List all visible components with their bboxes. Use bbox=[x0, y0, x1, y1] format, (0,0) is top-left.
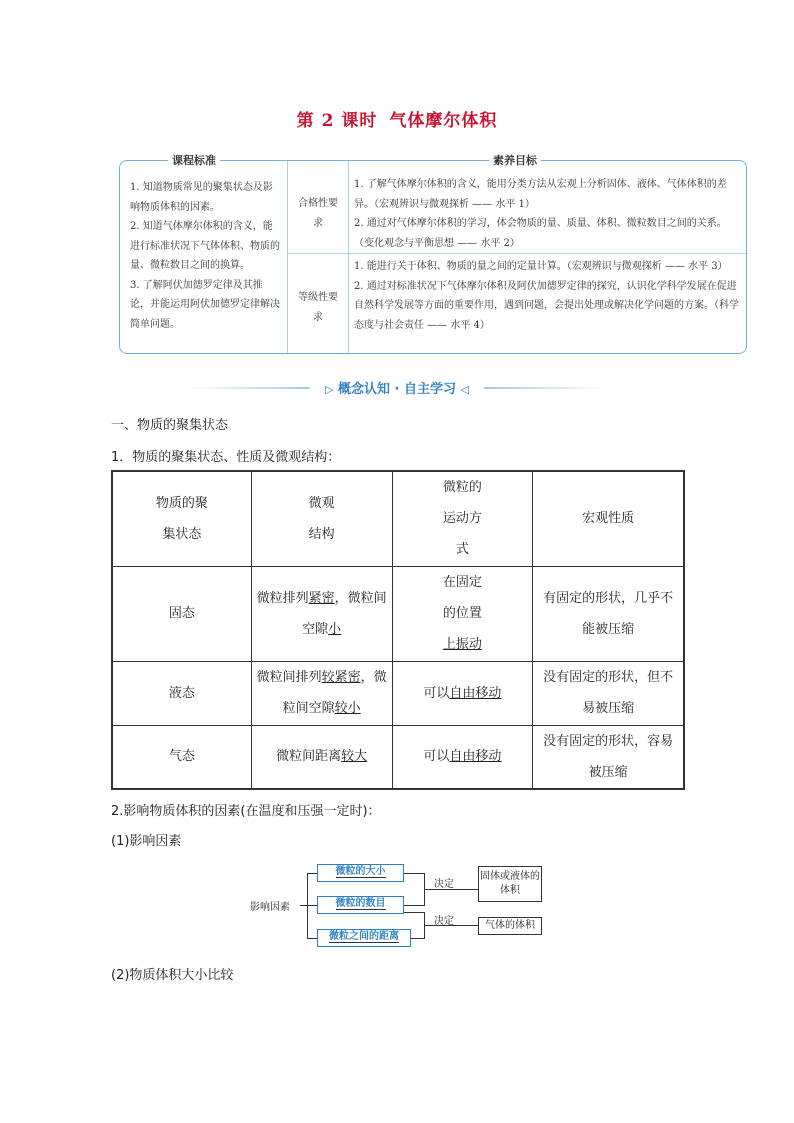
standard-item: 3. 了解阿伏加德罗定律及其推论，并能运用阿伏加德罗定律解决简单问题。 bbox=[130, 279, 280, 330]
banner-right-icon: ◁ bbox=[460, 383, 469, 396]
advanced-requirement-list bbox=[354, 257, 740, 335]
lesson-topic: 气体摩尔体积 bbox=[389, 111, 498, 131]
subsection-heading: (1)影响因素 bbox=[111, 834, 182, 849]
motion-cell: 在固定的位置上振动 bbox=[392, 566, 533, 661]
header-cell: 微粒的运动方式 bbox=[392, 471, 533, 566]
course-standard-header: 课程标准 bbox=[168, 152, 220, 168]
banner-left-icon: ▷ bbox=[325, 383, 334, 396]
divider bbox=[348, 161, 349, 353]
requirement-item: 1. 了解气体摩尔体积的含义，能用分类方法从宏观上分析固体、液体、气体体积的差异。（宏观辨识与微观探析 —— 水平 1） bbox=[354, 179, 727, 210]
decide-label: 决定 bbox=[434, 916, 454, 927]
decide-label: 决定 bbox=[434, 879, 454, 890]
connector bbox=[307, 873, 317, 874]
standard-item: 1. 知道物质常见的聚集状态及影响物质体积的因素。 bbox=[130, 182, 273, 213]
connector bbox=[307, 938, 317, 939]
banner-title bbox=[190, 378, 604, 397]
header-cell: 物质的聚集状态 bbox=[112, 471, 251, 566]
lesson-number: 第 2 课时 bbox=[296, 111, 378, 131]
level-name: 等级性要求 bbox=[298, 292, 338, 323]
section-banner bbox=[190, 378, 604, 398]
basic-requirement-list bbox=[354, 175, 740, 253]
subsection-heading: (2)物质体积大小比较 bbox=[111, 968, 234, 983]
property-cell: 没有固定的形状，但不易被压缩 bbox=[533, 661, 684, 725]
factor-box: 微粒的大小 bbox=[317, 864, 404, 882]
motion-cell: 可以自由移动 bbox=[392, 661, 533, 725]
state-properties-table bbox=[111, 470, 685, 790]
header-cell: 宏观性质 bbox=[533, 471, 684, 566]
property-cell: 没有固定的形状，容易被压缩 bbox=[533, 725, 684, 789]
banner-label: 概念认知 · 自主学习 bbox=[338, 382, 456, 397]
state-cell: 气态 bbox=[112, 725, 251, 789]
diagram-root: 影响因素 bbox=[250, 902, 290, 913]
level-name: 合格性要求 bbox=[298, 198, 338, 229]
requirement-item: 1. 能进行关于体积、物质的量之间的定量计算。（宏观辨识与微观探析 —— 水平 3） bbox=[354, 261, 728, 272]
table-row bbox=[112, 725, 684, 789]
subsection-heading: 2.影响物质体积的因素(在温度和压强一定时)： bbox=[111, 804, 381, 819]
course-standard-list bbox=[130, 178, 282, 334]
result-box: 气体的体积 bbox=[478, 917, 542, 935]
page-title bbox=[0, 106, 794, 131]
factor-box: 微粒的数目 bbox=[317, 896, 404, 914]
connector bbox=[411, 938, 424, 939]
requirement-item: 2. 通过对标准状况下气体摩尔体积及阿伏加德罗定律的探究，认识化学科学发展在促进自然科学发展等方面的重要作用，遇到问题，会提出处理或解决化学问题的方案。（科学态度与社会责任 —— 水平 4） bbox=[354, 280, 739, 331]
table-row bbox=[112, 566, 684, 661]
structure-cell: 微粒间排列较紧密，微粒间空隙较小 bbox=[251, 661, 392, 725]
table-header-row bbox=[112, 471, 684, 566]
requirement-item: 2. 通过对气体摩尔体积的学习，体会物质的量、质量、体积、微粒数目之间的关系。（变化观念与平衡思想 —— 水平 2） bbox=[354, 218, 727, 249]
motion-cell: 可以自由移动 bbox=[392, 725, 533, 789]
section-heading: 一、物质的聚集状态 bbox=[111, 418, 229, 433]
property-cell: 有固定的形状，几乎不能被压缩 bbox=[533, 566, 684, 661]
structure-cell: 微粒排列紧密，微粒间空隙小 bbox=[251, 566, 392, 661]
table-row bbox=[112, 661, 684, 725]
divider bbox=[288, 253, 746, 254]
competency-goal-header: 素养目标 bbox=[489, 152, 541, 168]
subsection-heading: 1．物质的聚集状态、性质及微观结构： bbox=[111, 450, 341, 465]
standard-item: 2. 知道气体摩尔体积的含义，能进行标准状况下气体体积、物质的量、微粒数目之间的换算。 bbox=[130, 221, 280, 271]
connector bbox=[404, 905, 424, 906]
header-cell: 微观结构 bbox=[251, 471, 392, 566]
connector bbox=[307, 905, 317, 906]
structure-cell: 微粒间距离较大 bbox=[251, 725, 392, 789]
connector bbox=[404, 912, 424, 913]
connector bbox=[404, 873, 424, 874]
divider bbox=[287, 161, 288, 353]
state-cell: 液态 bbox=[112, 661, 251, 725]
state-cell: 固态 bbox=[112, 566, 251, 661]
factor-box: 微粒之间的距离 bbox=[317, 929, 411, 947]
result-box: 固体或液体的体积 bbox=[478, 866, 542, 902]
